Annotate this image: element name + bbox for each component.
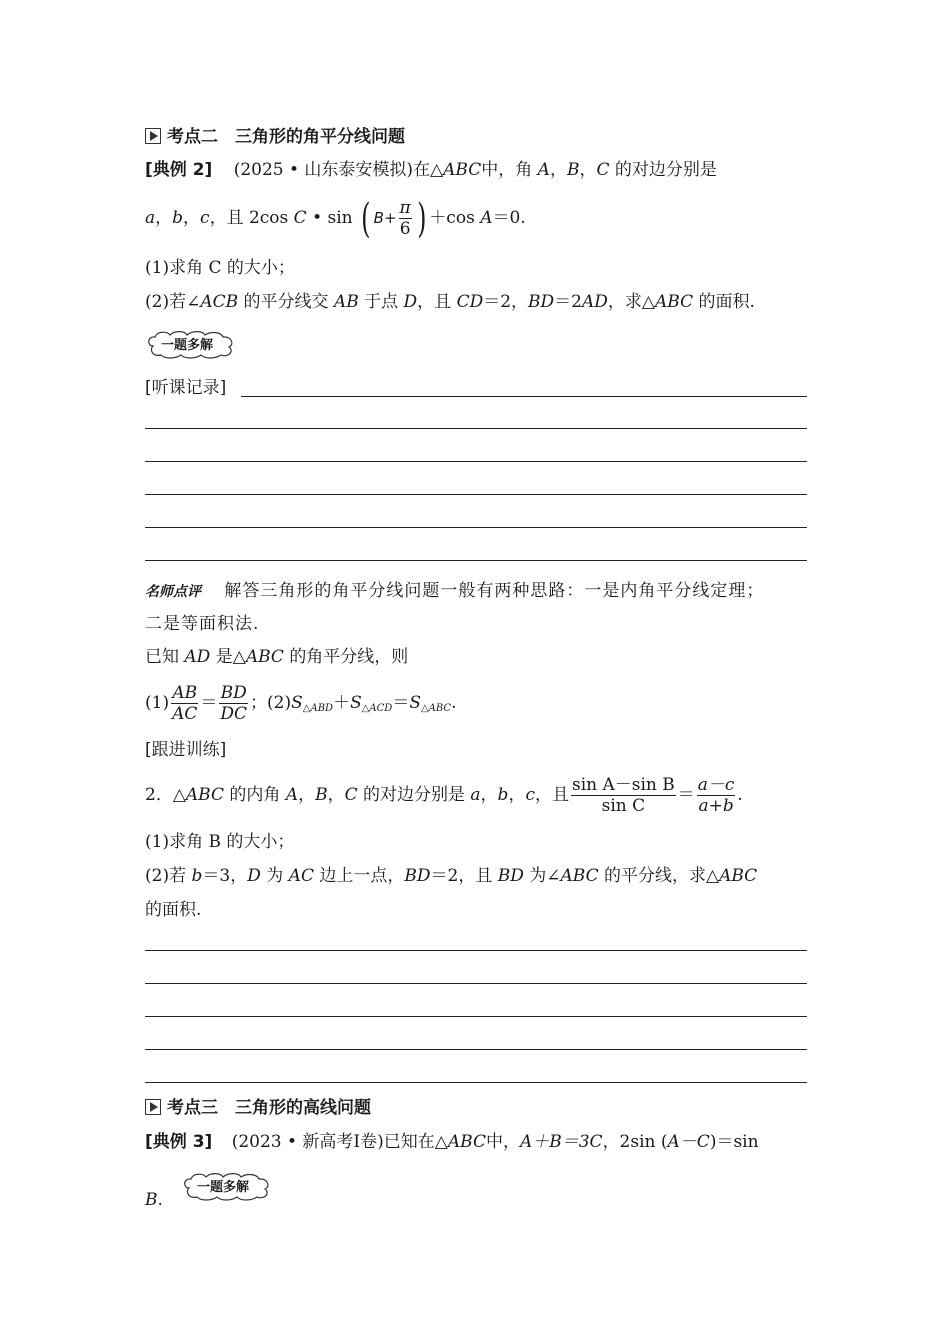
multi-solution-badge-2: 一题多解 [181,1170,273,1202]
left-paren: ( [361,195,371,242]
teacher-comment-line3: 已知 AD 是△ABC 的角平分线，则 [145,647,409,667]
right-paren: ) [416,195,427,242]
answer-line-5[interactable] [145,1082,807,1083]
notes-line-5[interactable] [145,527,807,528]
notes-line-6[interactable] [145,560,807,561]
teacher-comment-line2: 二是等面积法. [145,614,260,634]
play-triangle-icon [145,128,161,144]
answer-line-2[interactable] [145,983,807,984]
section-heading-3: 考点三 三角形的高线问题 [145,1096,807,1120]
example2-q1: (1)求角 C 的大小； [145,258,295,278]
teacher-comment-label: 名师点评 [145,584,201,600]
fraction-pi-6: $\frac{\pi}{6}$ [399,198,411,239]
notes-line-2[interactable] [145,428,807,429]
answer-line-4[interactable] [145,1049,807,1050]
answer-line-3[interactable] [145,1016,807,1017]
play-triangle-icon [145,1099,161,1115]
section-heading-2: 考点二 三角形的角平分线问题 [145,125,807,149]
fraction-ab-ac: $\frac{AB}{AC}$ [172,683,198,724]
example-label: [典例 2] [145,160,213,180]
fraction-abc: $\frac{a-c}{a+b}$ [697,775,735,816]
followup-label: [跟进训练] [145,740,227,760]
teacher-formulas: (1) $\frac{AB}{AC}$ ＝ $\frac{BD}{DC}$ ；$(2)S_{\triangle ABD}+S_{\triangle ACD}=S_{\triangle ABC}$. [145,683,457,724]
notes-line-1[interactable] [241,396,807,397]
example-source: (2025 • 山东泰安模拟) [233,160,414,180]
example3-line1: [典例 3] (2023 • 新高考Ⅰ卷)已知在△ABC中，A＋B＝3C，2sin (A－C)＝sin [145,1132,759,1152]
fraction-bd-dc: $\frac{BD}{DC}$ [220,683,248,724]
notes-line-3[interactable] [145,461,807,462]
teacher-comment-line1: 名师点评 解答三角形的角平分线问题一般有两种思路：一是内角平分线定理； [145,581,765,601]
notes-label: [听课记录] [145,378,227,398]
followup-q2-end: 的面积. [145,900,202,920]
answer-line-1[interactable] [145,950,807,951]
followup-q2: (2)若 b＝3，D 为 AC 边上一点，BD＝2，且 BD 为∠ABC 的平分线，求△ABC [145,866,758,886]
followup-problem-2: 2．△ABC 的内角 A，B，C 的对边分别是 a，b，c，且 $\frac{\text{sin A－sin B}}{\text{sin C}}$ ＝ $\frac{a-c}{a+b}$ . [145,775,743,816]
example2-q2: (2)若∠ACB 的平分线交 AB 于点 D，且 CD＝2，BD＝2AD，求△ABC 的面积. [145,292,755,312]
followup-q1: (1)求角 B 的大小； [145,832,295,852]
example3-line2: B. [145,1190,163,1210]
notes-line-4[interactable] [145,494,807,495]
fraction-sin: $\frac{\text{sin A－sin B}}{\text{sin C}}$ [571,775,675,816]
example2-line1: [典例 2] (2025 • 山东泰安模拟)在△ABC中，角 A，B，C 的对边分别是 [145,160,717,180]
multi-solution-badge: 一题多解 [145,328,237,360]
example2-line2: a，b，c，且 2cos C • sin ( B+ $\frac{\pi}{6}$ ) ＋cos A＝0. [145,195,526,242]
